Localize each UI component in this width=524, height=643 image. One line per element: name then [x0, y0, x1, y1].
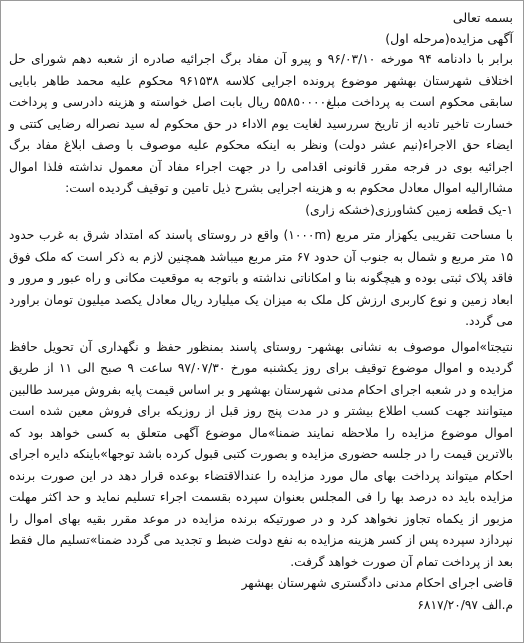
intro-paragraph: برابر با دادنامه ۹۴ مورخه ۹۶/۰۳/۱۰ و پیرو آن مفاد برگ اجرائیه صادره از شعبه دهم شورای حل اختلاف شهرستان بهشهر موضوع پرونده اجرایی کلاسه ۹۶۱۵۳۸ محکوم علیه محمد طاهر بابایی سابقی محکوم است به پرداخت مبلغ۵۵۸۵۰۰۰۰ ریال بابت اصل خواسته و هزینه دادرسی و پرداخت خسارت تاخیر تادیه از تاریخ سررسید لغایت یوم الاداء در حق محکوم له سید نصراله رضایی کتتی و ایضاء حق الاجراء(نیم عشر دولت) ونظر به اینکه محکوم علیه موصوف با وصف ابلاغ مفاد برگ اجرائیه بوی در فرجه مقرر قانونی اقدامی را در جهت اجراء مفاد آن معمول نداشته فلذا اموال مشاارالیه اموال معادل محکوم به و هزینه اجرایی بشرح ذیل تامین و توقیف گردیده است: [9, 52, 513, 195]
judge-signature: قاضی اجرای احکام مدنی دادگستری شهرستان بهشهر [241, 576, 513, 590]
conclusion-paragraph: نتیجتا»اموال موصوف به نشانی بهشهر- روستای پاسند بمنظور حفظ و نگهداری آن تحویل حافظ گردیده و اموال موضوع توقیف برای روز یکشنبه مورخ ۹۷/۰۷/۳۰ ساعت ۹ صبح الی ۱۱ از طریق مزایده و در شعبه اجرای احکام مدنی شهرستان بهشهر و بر اساس قیمت پایه بفروش میرسد طالبین میتوانند جهت کسب اطلاع بیشتر و در مدت پنج روز قبل از روزیکه برای فروش معین شده است اموال موضوع مزایده را ملاحظه نمایند ضمنا»مال موضوع آگهی متعلق به کسی خواهد بود که بالاترین قیمت را در جلسه حضوری مزایده و بصورت کتبی قبول کرده باشد توجها»باینکه دایره اجرای احکام میتواند پرداخت بهای مال مورد مزایده را عندالاقتضاء بوعده قرار دهد در این صورت برنده مزایده باید ده درصد بها را فی المجلس بعنوان سپرده بقسمت اجراء تسلیم نماید و حد اکثر مهلت مزبور از یکماه تجاوز نخواهد کرد و در صورتیکه برنده مزایده در موعد مقرر بقیه بهای اموال را نپردازد سپرده پس از کسر هزینه مزایده به نفع دولت ضبط و تجدید می گردد ضمنا»تسلیم مال فقط بعد از پرداخت تمام آن صورت خواهد گرفت. [9, 339, 513, 569]
item-description-paragraph: با مساحت تقریبی یکهزار متر مربع (۱۰۰۰m) واقع در روستای پاسند که امتداد شرق به غرب حدود ۱۵ متر مربع و شمال به جنوب آن حدود ۶۷ متر مربع میباشد همچنین لازم به ذکر است که ملک فوق فاقد پلاک ثبتی بوده و هیچگونه بنا و امکاناتی نداشته و باتوجه به موقعیت مکانی و راه عبور و مرور و ابعاد زمین و نوع کاربری ارزش کل ملک به میزان یک میلیارد ریال معادل یکصد میلیون تومان براورد می گردد. [9, 228, 513, 328]
item-heading: ۱-یک قطعه زمین کشاورزی(خشکه زاری) [305, 202, 513, 217]
bismillah-heading: بسمه تعالی [452, 10, 513, 25]
reference-number: م.الف ۶۸۱۷/۲۰/۹۷ [417, 597, 513, 612]
notice-title: آگهی مزایده(مرحله اول) [385, 31, 513, 46]
